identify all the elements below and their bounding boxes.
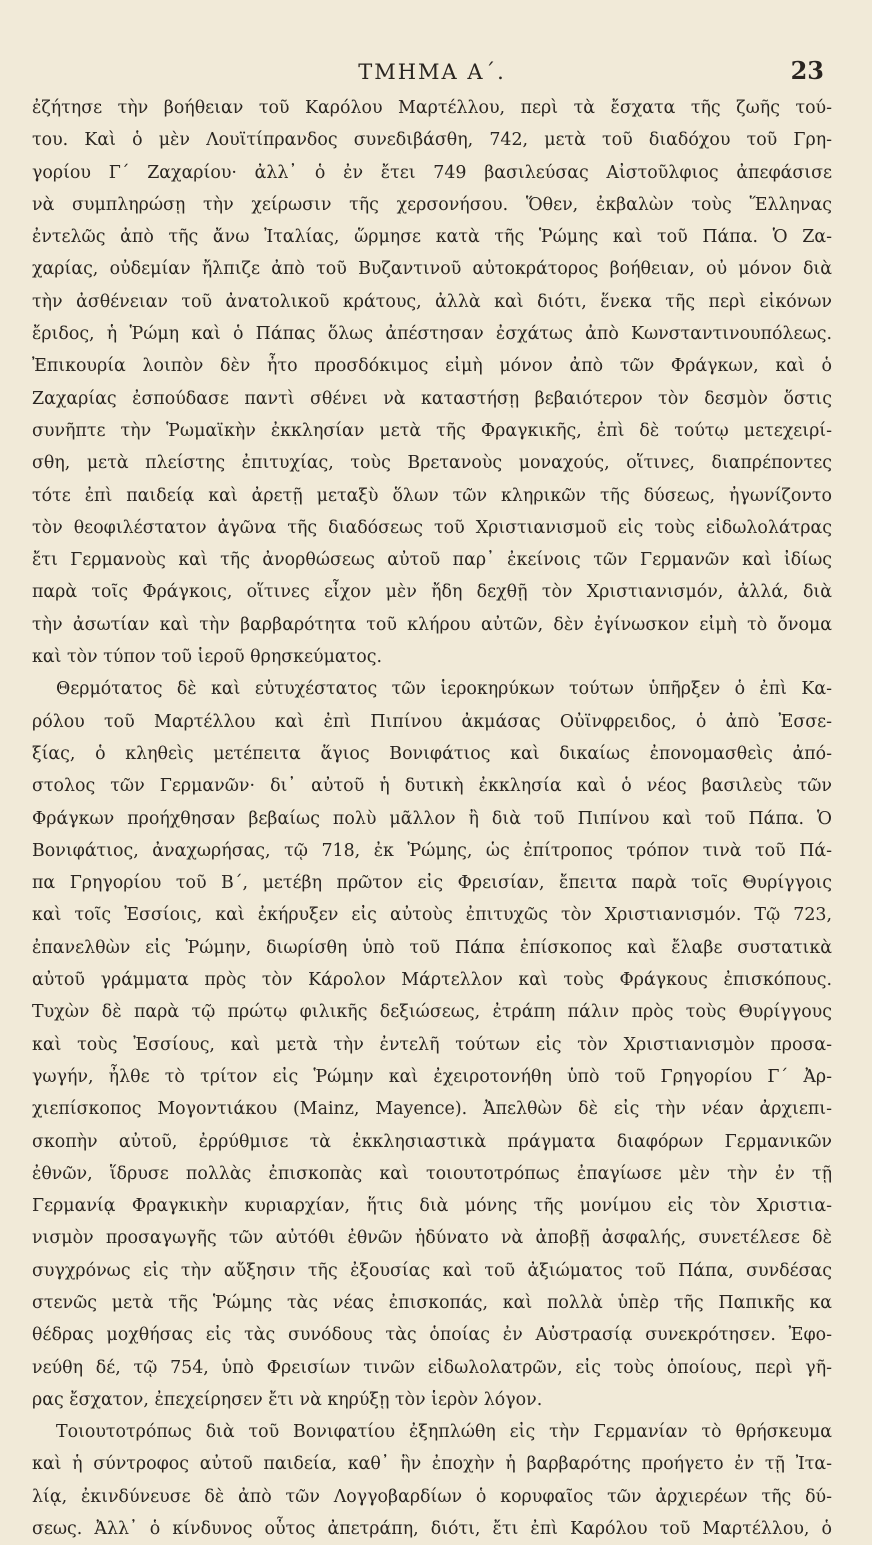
text-line: Βονιφάτιος, ἀναχωρήσας, τῷ 718, ἐκ Ῥώμης, ὡς ἐπίτροπος τρόπον τινὰ τοῦ Πά- [32, 840, 832, 861]
text-line: ἔτι Γερμανοὺς καὶ τῆς ἀνορθώσεως αὐτοῦ παρ᾽ ἐκείνοις τῶν Γερμανῶν καὶ ἰδίως [32, 550, 832, 571]
text-line: καὶ τὸν τύπον τοῦ ἱεροῦ θρησκεύματος. [32, 647, 382, 668]
text-line: ρόλου τοῦ Μαρτέλλου καὶ ἐπὶ Πιπίνου ἀκμάσας Οὐϊνφρειδος, ὁ ἀπὸ Ἐσσε- [32, 711, 832, 732]
text-line: καὶ ἡ σύντροφος αὐτοῦ παιδεία, καθ᾽ ἣν ἐποχὴν ἡ βαρβαρότης προήγετο ἐν τῇ Ἰτα- [32, 1454, 832, 1475]
text-line: του. Καὶ ὁ μὲν Λουϊτίπρανδος συνεδιβάσθη, 742, μετὰ τοῦ διαδόχου τοῦ Γρη- [32, 130, 832, 151]
text-line: ρας ἔσχατον, ἐπεχείρησεν ἔτι νὰ κηρύξῃ τὸν ἱερὸν λόγον. [32, 1389, 543, 1410]
text-line: ἐντελῶς ἀπὸ τῆς ἄνω Ἰταλίας, ὥρμησε κατὰ τῆς Ῥώμης καὶ τοῦ Πάπα. Ὁ Ζα- [32, 227, 832, 248]
text-line: λίᾳ, ἐκινδύνευσε δὲ ἀπὸ τῶν Λογγοβαρδίων ὁ κορυφαῖος τῶν ἀρχιερέων τῆς δύ- [32, 1486, 832, 1507]
text-line: Τυχὼν δὲ παρὰ τῷ πρώτῳ φιλικῆς δεξιώσεως, ἐτράπη πάλιν πρὸς τοὺς Θυρίγγους [32, 1002, 832, 1023]
text-line: τὴν ἀσθένειαν τοῦ ἀνατολικοῦ κράτους, ἀλλὰ καὶ διότι, ἕνεκα τῆς περὶ εἰκόνων [32, 291, 832, 312]
text-line: θέδρας μοχθήσας εἰς τὰς συνόδους τὰς ὁποίας ἐν Αὐστρασίᾳ συνεκρότησεν. Ἐφο- [32, 1325, 832, 1346]
text-line: ἐζήτησε τὴν βοήθειαν τοῦ Καρόλου Μαρτέλλου, περὶ τὰ ἔσχατα τῆς ζωῆς τού- [32, 98, 832, 118]
text-line: σκοπὴν αὐτοῦ, ἐρρύθμισε τὰ ἐκκλησιαστικὰ πράγματα διαφόρων Γερμανικῶν [32, 1131, 832, 1152]
text-line: στενῶς μετὰ τῆς Ῥώμης τὰς νέας ἐπισκοπάς, καὶ πολλὰ ὑπὲρ τῆς Παπικῆς κα [32, 1292, 832, 1313]
text-line: συγχρόνως εἰς τὴν αὔξησιν τῆς ἐξουσίας καὶ τοῦ ἀξιώματος τοῦ Πάπα, συνδέσας [32, 1260, 832, 1281]
text-line: τὸν θεοφιλέστατον ἀγῶνα τῆς διαδόσεως τοῦ Χριστιανισμοῦ εἰς τοὺς εἰδωλολάτρας [32, 517, 832, 538]
text-line: πα Γρηγορίου τοῦ Β΄, μετέβη πρῶτον εἰς Φρεισίαν, ἔπειτα παρὰ τοῖς Θυρίγγοις [32, 873, 832, 894]
text-line: χαρίας, οὐδεμίαν ἤλπιζε ἀπὸ τοῦ Βυζαντινοῦ αὐτοκράτορος βοήθειαν, οὐ μόνον διὰ [32, 259, 832, 280]
text-line: καὶ τοὺς Ἐσσίους, καὶ μετὰ τὴν ἐντελῆ τούτων εἰς τὸν Χριστιανισμὸν προσα- [32, 1034, 832, 1055]
text-line: τότε ἐπὶ παιδείᾳ καὶ ἀρετῇ μεταξὺ ὅλων τῶν κληρικῶν τῆς δύσεως, ἠγωνίζοντο [32, 485, 832, 506]
text-line: συνῆπτε τὴν Ῥωμαϊκὴν ἐκκλησίαν μετὰ τῆς Φραγκικῆς, ἐπὶ δὲ τούτῳ μετεχειρί- [32, 420, 832, 441]
text-line: καὶ τοῖς Ἐσσίοις, καὶ ἐκήρυξεν εἰς αὐτοὺς ἐπιτυχῶς τὸν Χριστιανισμόν. Τῷ 723, [32, 905, 832, 926]
text-line: νισμὸν προσαγωγῆς τῶν αὐτόθι ἐθνῶν ἠδύνατο νὰ ἀποβῇ ἀσφαλής, συνετέλεσε δὲ [32, 1228, 832, 1249]
text-line: σεως. Ἀλλ᾽ ὁ κίνδυνος οὗτος ἀπετράπη, διότι, ἔτι ἐπὶ Καρόλου τοῦ Μαρτέλλου, ὁ [32, 1519, 832, 1540]
text-line: παρὰ τοῖς Φράγκοις, οἵτινες εἶχον μὲν ἤδη δεχθῇ τὸν Χριστιανισμόν, ἀλλά, διὰ [32, 582, 832, 603]
text-line: Ζαχαρίας ἐσπούδασε παντὶ σθένει νὰ καταστήσῃ βεβαιότερον τὸν δεσμὸν ὅστις [32, 388, 832, 409]
text-line: χιεπίσκοπος Μογοντιάκου (Mainz, Mayence). Ἀπελθὼν δὲ εἰς τὴν νέαν ἀρχιεπι- [32, 1099, 832, 1120]
text-line: Τοιουτοτρόπως διὰ τοῦ Βονιφατίου ἐξηπλώθη εἰς τὴν Γερμανίαν τὸ θρήσκευμα [56, 1422, 832, 1443]
text-line: νὰ συμπληρώσῃ τὴν χείρωσιν τῆς χερσονήσου. Ὅθεν, ἐκβαλὼν τοὺς Ἕλληνας [32, 194, 832, 215]
text-line: τὴν ἀσωτίαν καὶ τὴν βαρβαρότητα τοῦ κλήρου αὐτῶν, δὲν ἐγίνωσκον εἰμὴ τὸ ὄνομα [32, 614, 832, 635]
text-line: ἐπανελθὼν εἰς Ῥώμην, διωρίσθη ὑπὸ τοῦ Πάπα ἐπίσκοπος καὶ ἔλαβε συστατικὰ [32, 937, 832, 958]
text-line: γωγήν, ἦλθε τὸ τρίτον εἰς Ῥώμην καὶ ἐχειροτονήθη ὑπὸ τοῦ Γρηγορίου Γ΄ Ἀρ- [32, 1066, 832, 1087]
text-line: ξίας, ὁ κληθεὶς μετέπειτα ἅγιος Βονιφάτιος καὶ δικαίως ἐπονομασθεὶς ἀπό- [32, 743, 832, 764]
page-number: 23 [790, 56, 824, 85]
text-line: γορίου Γ΄ Ζαχαρίου· ἀλλ᾽ ὁ ἐν ἔτει 749 βασιλεύσας Αἰστοῦλφιος ἀπεφάσισε [32, 162, 832, 183]
text-line: Φράγκων προήχθησαν βεβαίως πολὺ μᾶλλον ἢ διὰ τοῦ Πιπίνου καὶ τοῦ Πάπα. Ὁ [32, 808, 832, 829]
page-header [32, 48, 832, 88]
text-line: Θερμότατος δὲ καὶ εὐτυχέστατος τῶν ἱεροκηρύκων τούτων ὑπῆρξεν ὁ ἐπὶ Κα- [56, 679, 832, 700]
text-line: ἐθνῶν, ἵδρυσε πολλὰς ἐπισκοπὰς καὶ τοιουτοτρόπως ἐπαγίωσε μὲν τὴν ἐν τῇ [32, 1163, 832, 1184]
running-title: ΤΜΗΜΑ Α΄. [358, 60, 506, 84]
text-line: ἔριδος, ἡ Ῥώμη καὶ ὁ Πάπας ὅλως ἀπέστησαν ἐσχάτως ἀπὸ Κωνσταντινουπόλεως. [32, 324, 832, 345]
text-line: αὐτοῦ γράμματα πρὸς τὸν Κάρολον Μάρτελλον καὶ τοὺς Φράγκους ἐπισκόπους. [32, 970, 832, 991]
text-line: Ἐπικουρία λοιπὸν δὲν ἦτο προσδόκιμος εἰμὴ μόνον ἀπὸ τῶν Φράγκων, καὶ ὁ [32, 356, 832, 377]
text-line: νεύθη δέ, τῷ 754, ὑπὸ Φρεισίων τινῶν εἰδωλολατρῶν, εἰς τοὺς ὁποίους, περὶ γῆ- [32, 1357, 832, 1378]
text-line: σθη, μετὰ πλείστης ἐπιτυχίας, τοὺς Βρετανοὺς μοναχούς, οἵτινες, διαπρέποντες [32, 453, 832, 474]
text-line: Γερμανίᾳ Φραγκικὴν κυριαρχίαν, ἥτις διὰ μόνης τῆς μονίμου εἰς τὸν Χριστια- [32, 1196, 832, 1217]
text-line: στολος τῶν Γερμανῶν· δι᾽ αὐτοῦ ἡ δυτικὴ ἐκκλησία καὶ ὁ νέος βασιλεὺς τῶν [32, 776, 832, 797]
body-text [32, 92, 832, 1545]
